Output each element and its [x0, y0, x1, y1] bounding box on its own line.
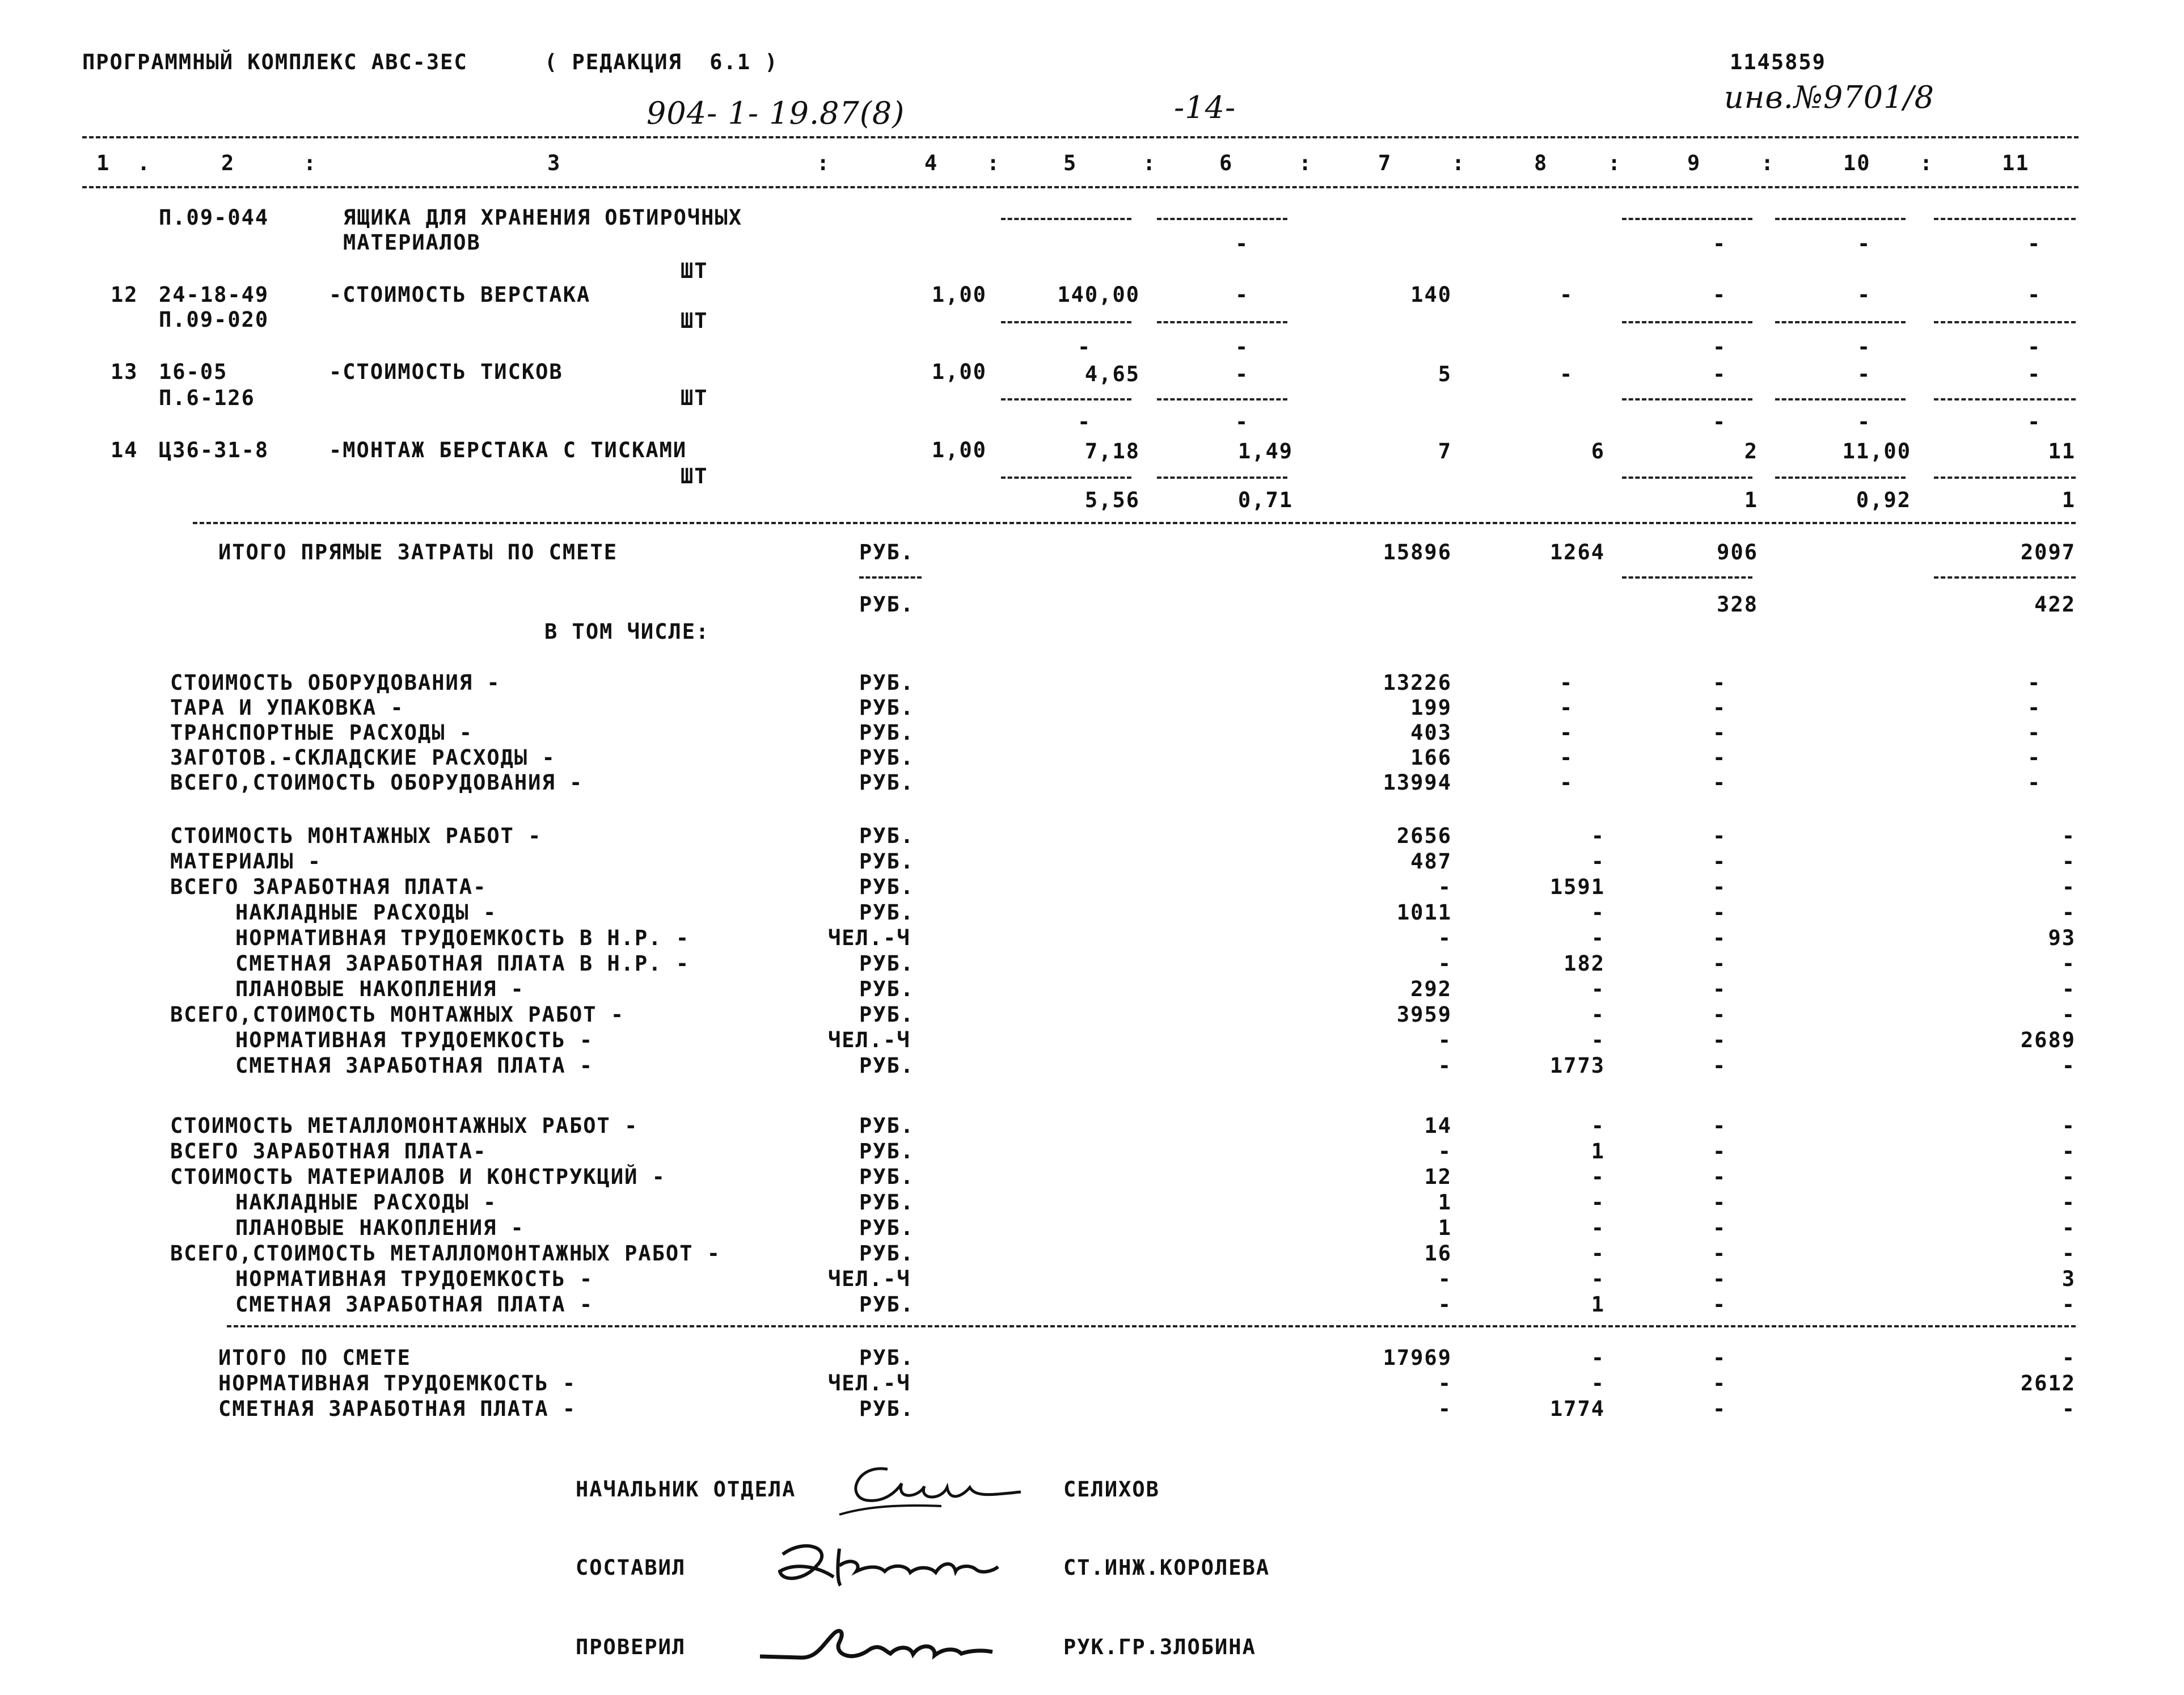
row-label: ВСЕГО,СТОИМОСТЬ МЕТАЛЛОМОНТАЖНЫХ РАБОТ -	[170, 1241, 721, 1266]
direct-total-c11: 422	[2034, 592, 2076, 617]
row-c8: -	[1591, 1241, 1605, 1266]
direct-total-c9: 906	[1717, 540, 1758, 564]
cell-rule	[1775, 398, 1906, 400]
row-c8: -	[1591, 1002, 1605, 1027]
unit-rub: РУБ.	[859, 720, 915, 745]
row-c11: -	[2062, 1165, 2076, 1189]
unit-rub: РУБ.	[859, 1190, 915, 1215]
row-c7: 292	[1410, 977, 1452, 1001]
row-c7: 3959	[1396, 1002, 1452, 1027]
col-4: 4	[924, 151, 939, 175]
cell: -	[1560, 282, 1574, 307]
unit-man-hours: ЧЕЛ.-Ч	[828, 1371, 911, 1395]
direct-total-c7: 15896	[1383, 540, 1452, 564]
row-c7: -	[1438, 1397, 1452, 1421]
unit-rub: РУБ.	[859, 1241, 915, 1266]
unit-rub: РУБ.	[859, 1139, 915, 1163]
signature-name: СЕЛИХОВ	[1063, 1477, 1160, 1502]
dash: -	[1560, 671, 1574, 695]
col-1: 1	[96, 151, 111, 175]
dash: -	[1560, 695, 1574, 720]
col-8: 8	[1534, 151, 1548, 175]
item-price: 140,00	[1057, 282, 1140, 307]
row-label: ВСЕГО ЗАРАБОТНАЯ ПЛАТА-	[170, 875, 487, 899]
item-unit: ШТ	[681, 309, 708, 333]
row-label: ПЛАНОВЫЕ НАКОПЛЕНИЯ -	[235, 977, 525, 1001]
row-label: ТАРА И УПАКОВКА -	[170, 695, 404, 720]
row-c7: 166	[1410, 745, 1452, 770]
col-11: 11	[2002, 151, 2030, 175]
unit-man-hours: ЧЕЛ.-Ч	[828, 1267, 911, 1291]
cell-rule	[1622, 398, 1752, 400]
dash: -	[1713, 1139, 1727, 1163]
cell: -	[1713, 362, 1727, 386]
row-c8: 1591	[1549, 875, 1605, 899]
dash: -	[1713, 849, 1727, 874]
col-divider: :	[1608, 151, 1622, 175]
unit-rub: РУБ.	[859, 824, 915, 848]
dash: -	[1713, 1165, 1727, 1189]
signature-role: ПРОВЕРИЛ	[576, 1635, 686, 1659]
row-label: СМЕТНАЯ ЗАРАБОТНАЯ ПЛАТА -	[235, 1292, 594, 1317]
row-c11: -	[2062, 1053, 2076, 1078]
dash: -	[1713, 671, 1727, 695]
unit-rub: РУБ.	[859, 1216, 915, 1240]
dash: -	[1857, 231, 1872, 256]
dash: -	[1713, 1053, 1727, 1078]
row-c11: -	[2062, 824, 2076, 848]
row-label: СТОИМОСТЬ МОНТАЖНЫХ РАБОТ -	[170, 824, 542, 848]
item-unit: ШТ	[681, 386, 708, 410]
dash: -	[1857, 410, 1872, 434]
cell-total: 5	[1438, 362, 1452, 386]
row-c7: 1011	[1396, 900, 1452, 925]
col-divider: :	[1761, 151, 1775, 175]
row-c11: 93	[2048, 926, 2076, 950]
cell: -	[1560, 362, 1574, 386]
cell-rule	[1622, 321, 1752, 323]
dash: -	[1713, 926, 1727, 950]
dash: -	[1713, 824, 1727, 848]
cell: 11	[2048, 439, 2076, 463]
dash: -	[1713, 1002, 1727, 1027]
dash: -	[1235, 410, 1249, 434]
row-c8: -	[1591, 1371, 1605, 1395]
item-code: 16-05	[159, 360, 228, 384]
row-c7: 403	[1410, 720, 1452, 745]
cell: 0,92	[1856, 488, 1911, 512]
document-number: 1145859	[1730, 50, 1826, 74]
cell: -	[1235, 362, 1249, 386]
unit-rub: РУБ.	[859, 977, 915, 1001]
row-label: ТРАНСПОРТНЫЕ РАСХОДЫ -	[170, 720, 474, 745]
unit-rub: РУБ.	[859, 1292, 915, 1317]
item-name: -МОНТАЖ БЕРСТАКА С ТИСКАМИ	[329, 438, 687, 462]
row-c7: 14	[1424, 1114, 1452, 1138]
col-9: 9	[1687, 151, 1701, 175]
dash: -	[1235, 335, 1249, 359]
dash: -	[1857, 335, 1872, 359]
row-label: СТОИМОСТЬ МАТЕРИАЛОВ И КОНСТРУКЦИЙ -	[170, 1165, 666, 1189]
cell-rule	[1934, 477, 2076, 479]
dash: -	[1713, 1371, 1727, 1395]
row-label: НОРМАТИВНАЯ ТРУДОЕМКОСТЬ -	[235, 1267, 594, 1291]
cell-rule	[1001, 218, 1131, 220]
item-code: Ц36-31-8	[159, 438, 269, 462]
dash: -	[1713, 410, 1727, 434]
row-c7: 1	[1438, 1216, 1452, 1240]
row-c11: -	[2062, 875, 2076, 899]
row-label: МАТЕРИАЛЫ -	[170, 849, 322, 874]
item-price: 7,18	[1084, 439, 1140, 463]
unit-rub: РУБ.	[859, 900, 915, 925]
dash: -	[1713, 1114, 1727, 1138]
row-c8: -	[1591, 977, 1605, 1001]
cell-rule	[859, 576, 922, 579]
cell: -	[1235, 282, 1249, 307]
cell-rule	[1934, 398, 2076, 400]
row-label: ПЛАНОВЫЕ НАКОПЛЕНИЯ -	[235, 1216, 525, 1240]
row-c11: 2689	[2020, 1028, 2076, 1052]
col-divider: :	[1299, 151, 1313, 175]
dash: -	[1713, 1346, 1727, 1370]
cell-rule	[1622, 576, 1752, 579]
unit-man-hours: ЧЕЛ.-Ч	[828, 926, 911, 950]
row-c8: -	[1591, 1346, 1605, 1370]
row-c8: -	[1591, 1267, 1605, 1291]
row-c8: -	[1591, 1216, 1605, 1240]
row-c8: 1773	[1549, 1053, 1605, 1078]
signature-name: СТ.ИНЖ.КОРОЛЕВА	[1063, 1555, 1270, 1580]
cell-rule	[1934, 576, 2076, 579]
row-c7: -	[1438, 1371, 1452, 1395]
dash: -	[2027, 410, 2042, 434]
row-label: СТОИМОСТЬ МЕТАЛЛОМОНТАЖНЫХ РАБОТ -	[170, 1114, 639, 1138]
row-label: НАКЛАДНЫЕ РАСХОДЫ -	[235, 1190, 497, 1215]
row-c7: 16	[1424, 1241, 1452, 1266]
row-label: СТОИМОСТЬ ОБОРУДОВАНИЯ -	[170, 671, 501, 695]
row-c8: 1	[1591, 1139, 1605, 1163]
dash: -	[1560, 720, 1574, 745]
dash: -	[1560, 745, 1574, 770]
signature-role: СОСТАВИЛ	[576, 1555, 686, 1580]
item-code: П.09-020	[159, 307, 269, 332]
section-rule	[193, 522, 2076, 524]
unit-rub: РУБ.	[859, 1397, 915, 1421]
row-c11: -	[2062, 1241, 2076, 1266]
cell: -	[2027, 362, 2042, 386]
row-c11: -	[2062, 977, 2076, 1001]
direct-total-c8: 1264	[1549, 540, 1605, 564]
page-number: -14-	[1174, 90, 1236, 125]
cell: 6	[1591, 439, 1605, 463]
row-c11: -	[2062, 1139, 2076, 1163]
row-c8: -	[1591, 1114, 1605, 1138]
signature-image	[834, 1452, 1038, 1520]
dash: -	[1713, 977, 1727, 1001]
cell: 5,56	[1084, 488, 1140, 512]
row-c11: -	[2062, 1114, 2076, 1138]
unit-rub: РУБ.	[859, 695, 915, 720]
signature-name: РУК.ГР.ЗЛОБИНА	[1063, 1635, 1256, 1659]
unit-rub: РУБ.	[859, 592, 915, 617]
item-qty: 1,00	[931, 438, 987, 462]
item-qty: 1,00	[931, 282, 987, 307]
dash: -	[1713, 1397, 1727, 1421]
item-number: 14	[111, 438, 138, 462]
section-rule	[227, 1325, 2076, 1327]
cell-rule	[1934, 321, 2076, 323]
cell-rule	[1157, 218, 1287, 220]
dash: -	[2027, 745, 2042, 770]
edition: ( РЕДАКЦИЯ 6.1 )	[544, 50, 779, 74]
row-label: НОРМАТИВНАЯ ТРУДОЕМКОСТЬ В Н.Р. -	[235, 926, 690, 950]
cell: 11,00	[1842, 439, 1911, 463]
cell: 2	[1744, 439, 1758, 463]
unit-rub: РУБ.	[859, 1346, 915, 1370]
cell-total: 140	[1410, 282, 1452, 307]
unit-rub: РУБ.	[859, 951, 915, 976]
cell-rule	[1934, 218, 2076, 220]
unit-man-hours: ЧЕЛ.-Ч	[828, 1028, 911, 1052]
dash: -	[1713, 745, 1727, 770]
row-c8: 1	[1591, 1292, 1605, 1317]
row-c8: 1774	[1549, 1397, 1605, 1421]
dash: -	[2027, 720, 2042, 745]
col-divider: :	[303, 151, 318, 175]
col-divider: :	[1452, 151, 1466, 175]
row-c11: -	[2062, 1397, 2076, 1421]
signature-image	[754, 1611, 1015, 1679]
unit-rub: РУБ.	[859, 540, 915, 564]
row-c11: 2612	[2020, 1371, 2076, 1395]
row-label: НОРМАТИВНАЯ ТРУДОЕМКОСТЬ -	[235, 1028, 594, 1052]
dash: -	[2027, 671, 2042, 695]
col-6: 6	[1219, 151, 1233, 175]
unit-rub: РУБ.	[859, 849, 915, 874]
dash: -	[2027, 335, 2042, 359]
row-c11: -	[2062, 1002, 2076, 1027]
direct-total-label: ИТОГО ПРЯМЫЕ ЗАТРАТЫ ПО СМЕТЕ	[218, 540, 618, 564]
item-number: 12	[111, 282, 138, 307]
row-c7: -	[1438, 1139, 1452, 1163]
cell-rule	[1775, 321, 1906, 323]
cell: 1	[1744, 488, 1758, 512]
item-name: ЯЩИКА ДЛЯ ХРАНЕНИЯ ОБТИРОЧНЫХ	[343, 205, 743, 230]
including-label: В ТОМ ЧИСЛЕ:	[544, 619, 710, 644]
unit-rub: РУБ.	[859, 1053, 915, 1078]
row-c8: -	[1591, 900, 1605, 925]
row-c8: -	[1591, 1190, 1605, 1215]
dash: -	[1713, 1216, 1727, 1240]
dash: -	[2027, 231, 2042, 256]
unit-rub: РУБ.	[859, 1165, 915, 1189]
col-7: 7	[1378, 151, 1392, 175]
row-c7: 13994	[1383, 770, 1452, 795]
cell-rule	[1622, 477, 1752, 479]
dash: -	[1560, 770, 1574, 795]
row-c11: -	[2062, 951, 2076, 976]
item-code: П.6-126	[159, 386, 255, 410]
unit-rub: РУБ.	[859, 770, 915, 795]
program-title: ПРОГРАММНЫЙ КОМПЛЕКС АВС-ЗЕС	[82, 50, 468, 74]
dash: -	[1713, 335, 1727, 359]
row-c11: -	[2062, 1292, 2076, 1317]
cell-rule	[1157, 321, 1287, 323]
row-label: НАКЛАДНЫЕ РАСХОДЫ -	[235, 900, 497, 925]
dash: -	[1713, 1241, 1727, 1266]
row-c7: 487	[1410, 849, 1452, 874]
cell: -	[1713, 282, 1727, 307]
cell-total: 7	[1438, 439, 1452, 463]
cell-rule	[1001, 321, 1131, 323]
row-c8: -	[1591, 849, 1605, 874]
row-c7: -	[1438, 1292, 1452, 1317]
item-code: 24-18-49	[159, 282, 269, 307]
row-c7: -	[1438, 1053, 1452, 1078]
signature-image	[771, 1532, 1009, 1600]
col-divider: :	[817, 151, 831, 175]
item-name: -СТОИМОСТЬ ТИСКОВ	[329, 360, 563, 384]
dash: -	[1713, 1292, 1727, 1317]
dash: -	[1713, 720, 1727, 745]
unit-rub: РУБ.	[859, 1114, 915, 1138]
cell: 0,71	[1237, 488, 1293, 512]
header-rule	[82, 136, 2079, 138]
signature-role: НАЧАЛЬНИК ОТДЕЛА	[576, 1477, 796, 1502]
col-sep: .	[137, 151, 151, 175]
dash: -	[1713, 900, 1727, 925]
row-c11: -	[2062, 1216, 2076, 1240]
item-name: МАТЕРИАЛОВ	[343, 230, 481, 255]
cell: -	[1857, 362, 1872, 386]
cell: 1,49	[1237, 439, 1293, 463]
row-c8: -	[1591, 926, 1605, 950]
item-price: 4,65	[1084, 362, 1140, 386]
cell-rule	[1001, 477, 1131, 479]
dash: -	[1713, 1267, 1727, 1291]
row-label: ЗАГОТОВ.-СКЛАДСКИЕ РАСХОДЫ -	[170, 745, 556, 770]
row-c8: -	[1591, 1028, 1605, 1052]
row-c8: 182	[1564, 951, 1605, 976]
row-c11: 3	[2062, 1267, 2076, 1291]
col-divider: :	[1143, 151, 1157, 175]
cell: -	[2027, 282, 2042, 307]
direct-total-c11: 2097	[2020, 540, 2076, 564]
unit-rub: РУБ.	[859, 875, 915, 899]
row-c7: 12	[1424, 1165, 1452, 1189]
cell-rule	[1001, 398, 1131, 400]
item-unit: ШТ	[681, 464, 708, 488]
row-label: НОРМАТИВНАЯ ТРУДОЕМКОСТЬ -	[218, 1371, 577, 1395]
dash: -	[1713, 1028, 1727, 1052]
item-qty: 1,00	[931, 360, 987, 384]
row-label: ВСЕГО,СТОИМОСТЬ МОНТАЖНЫХ РАБОТ -	[170, 1002, 625, 1027]
row-label: ВСЕГО ЗАРАБОТНАЯ ПЛАТА-	[170, 1139, 487, 1163]
dash: -	[1713, 770, 1727, 795]
row-label: ИТОГО ПО СМЕТЕ	[218, 1346, 411, 1370]
row-c11: -	[2062, 1346, 2076, 1370]
item-name: -СТОИМОСТЬ ВЕРСТАКА	[329, 282, 591, 307]
row-c7: -	[1438, 1267, 1452, 1291]
dash: -	[2027, 770, 2042, 795]
row-label: СМЕТНАЯ ЗАРАБОТНАЯ ПЛАТА -	[218, 1397, 577, 1421]
row-c11: -	[2062, 849, 2076, 874]
cell-rule	[1775, 477, 1906, 479]
row-label: ВСЕГО,СТОИМОСТЬ ОБОРУДОВАНИЯ -	[170, 770, 584, 795]
row-c8: -	[1591, 824, 1605, 848]
row-c8: -	[1591, 1165, 1605, 1189]
col-5: 5	[1063, 151, 1078, 175]
unit-rub: РУБ.	[859, 671, 915, 695]
row-c11: -	[2062, 900, 2076, 925]
row-label: СМЕТНАЯ ЗАРАБОТНАЯ ПЛАТА -	[235, 1053, 594, 1078]
col-divider: :	[987, 151, 1001, 175]
cell: -	[1857, 282, 1872, 307]
row-c7: 13226	[1383, 671, 1452, 695]
dash: -	[1713, 951, 1727, 976]
row-c7: 2656	[1396, 824, 1452, 848]
dash: -	[1078, 410, 1092, 434]
cell: 1	[2062, 488, 2076, 512]
col-divider: :	[1920, 151, 1934, 175]
item-number: 13	[111, 360, 138, 384]
row-c7: -	[1438, 1028, 1452, 1052]
col-2: 2	[221, 151, 235, 175]
dash: -	[2027, 695, 2042, 720]
dash: -	[1235, 231, 1249, 256]
cell-rule	[1157, 477, 1287, 479]
project-code: 904- 1- 19.87(8)	[647, 95, 905, 131]
dash: -	[1713, 875, 1727, 899]
cell-rule	[1157, 398, 1287, 400]
row-label: СМЕТНАЯ ЗАРАБОТНАЯ ПЛАТА В Н.Р. -	[235, 951, 690, 976]
col-3: 3	[547, 151, 561, 175]
dash: -	[1078, 335, 1092, 359]
direct-total-c9: 328	[1717, 592, 1758, 617]
row-c7: 1	[1438, 1190, 1452, 1215]
unit-rub: РУБ.	[859, 1002, 915, 1027]
row-c11: -	[2062, 1190, 2076, 1215]
row-c7: -	[1438, 875, 1452, 899]
dash: -	[1713, 1190, 1727, 1215]
col-10: 10	[1843, 151, 1871, 175]
row-c7: -	[1438, 926, 1452, 950]
row-c7: 199	[1410, 695, 1452, 720]
cell-rule	[1622, 218, 1752, 220]
inventory-number: инв.№9701/8	[1724, 79, 1935, 115]
item-unit: ШТ	[681, 259, 708, 283]
dash: -	[1713, 695, 1727, 720]
row-c7: -	[1438, 951, 1452, 976]
dash: -	[1713, 231, 1727, 256]
row-c7: 17969	[1383, 1346, 1452, 1370]
header-rule	[82, 186, 2079, 188]
unit-rub: РУБ.	[859, 745, 915, 770]
cell-rule	[1775, 218, 1906, 220]
item-code: П.09-044	[159, 205, 269, 230]
